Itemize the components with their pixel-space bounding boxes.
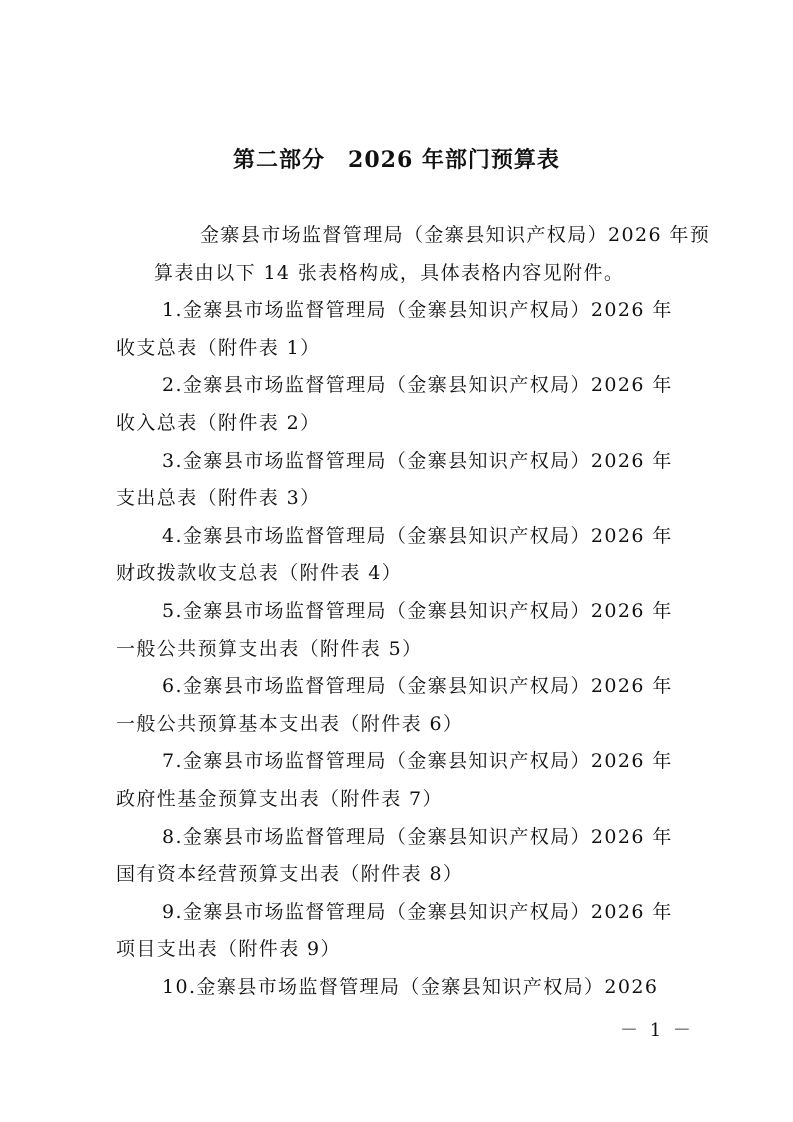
list-item	[116, 593, 676, 668]
list-item-line2: 国有资本经营预算支出表（附件表 8）	[116, 863, 464, 886]
list-item-line2: 收入总表（附件表 2）	[116, 411, 321, 434]
list-item-line2: 项目支出表（附件表 9）	[116, 938, 341, 961]
page-number: － 1 －	[620, 1020, 694, 1041]
list-item	[116, 367, 676, 442]
intro-line: 算表由以下 14 张表格构成，具体表格内容见附件。	[154, 261, 625, 284]
list-item-line2: 收支总表（附件表 1）	[116, 336, 321, 359]
list-item-line2: 政府性基金预算支出表（附件表 7）	[116, 787, 443, 810]
list-item-line1: 9.金寨县市场监督管理局（金寨县知识产权局）2026 年	[162, 900, 673, 923]
list-item	[116, 969, 676, 1007]
list-item	[116, 292, 676, 367]
list-item-line2: 支出总表（附件表 3）	[116, 487, 321, 510]
intro-line: 金寨县市场监督管理局（金寨县知识产权局）2026 年预	[200, 224, 711, 246]
list-item-line1: 8.金寨县市场监督管理局（金寨县知识产权局）2026 年	[162, 825, 673, 848]
list-item	[116, 743, 676, 818]
list-item-line1: 10.金寨县市场监督管理局（金寨县知识产权局）2026	[162, 975, 659, 998]
list-item	[116, 668, 676, 743]
intro-paragraph	[116, 217, 711, 292]
list-item	[116, 819, 676, 894]
list-item-line2: 一般公共预算支出表（附件表 5）	[116, 637, 423, 660]
list-item	[116, 894, 676, 969]
list-item-line2: 一般公共预算基本支出表（附件表 6）	[116, 712, 464, 735]
document-body	[116, 217, 711, 1006]
list-item-line1: 1.金寨县市场监督管理局（金寨县知识产权局）2026 年	[162, 299, 673, 322]
list-item	[116, 443, 676, 518]
list-item-line1: 2.金寨县市场监督管理局（金寨县知识产权局）2026 年	[162, 374, 673, 397]
list-item	[116, 518, 676, 593]
list-item-line1: 4.金寨县市场监督管理局（金寨县知识产权局）2026 年	[162, 524, 673, 547]
list-item-line1: 7.金寨县市场监督管理局（金寨县知识产权局）2026 年	[162, 750, 673, 773]
page-title: 第二部分 2026 年部门预算表	[233, 147, 560, 173]
list-item-line1: 3.金寨县市场监督管理局（金寨县知识产权局）2026 年	[162, 449, 673, 472]
list-item-line1: 6.金寨县市场监督管理局（金寨县知识产权局）2026 年	[162, 675, 673, 698]
list-item-line2: 财政拨款收支总表（附件表 4）	[116, 562, 403, 585]
list-item-line1: 5.金寨县市场监督管理局（金寨县知识产权局）2026 年	[162, 599, 673, 622]
